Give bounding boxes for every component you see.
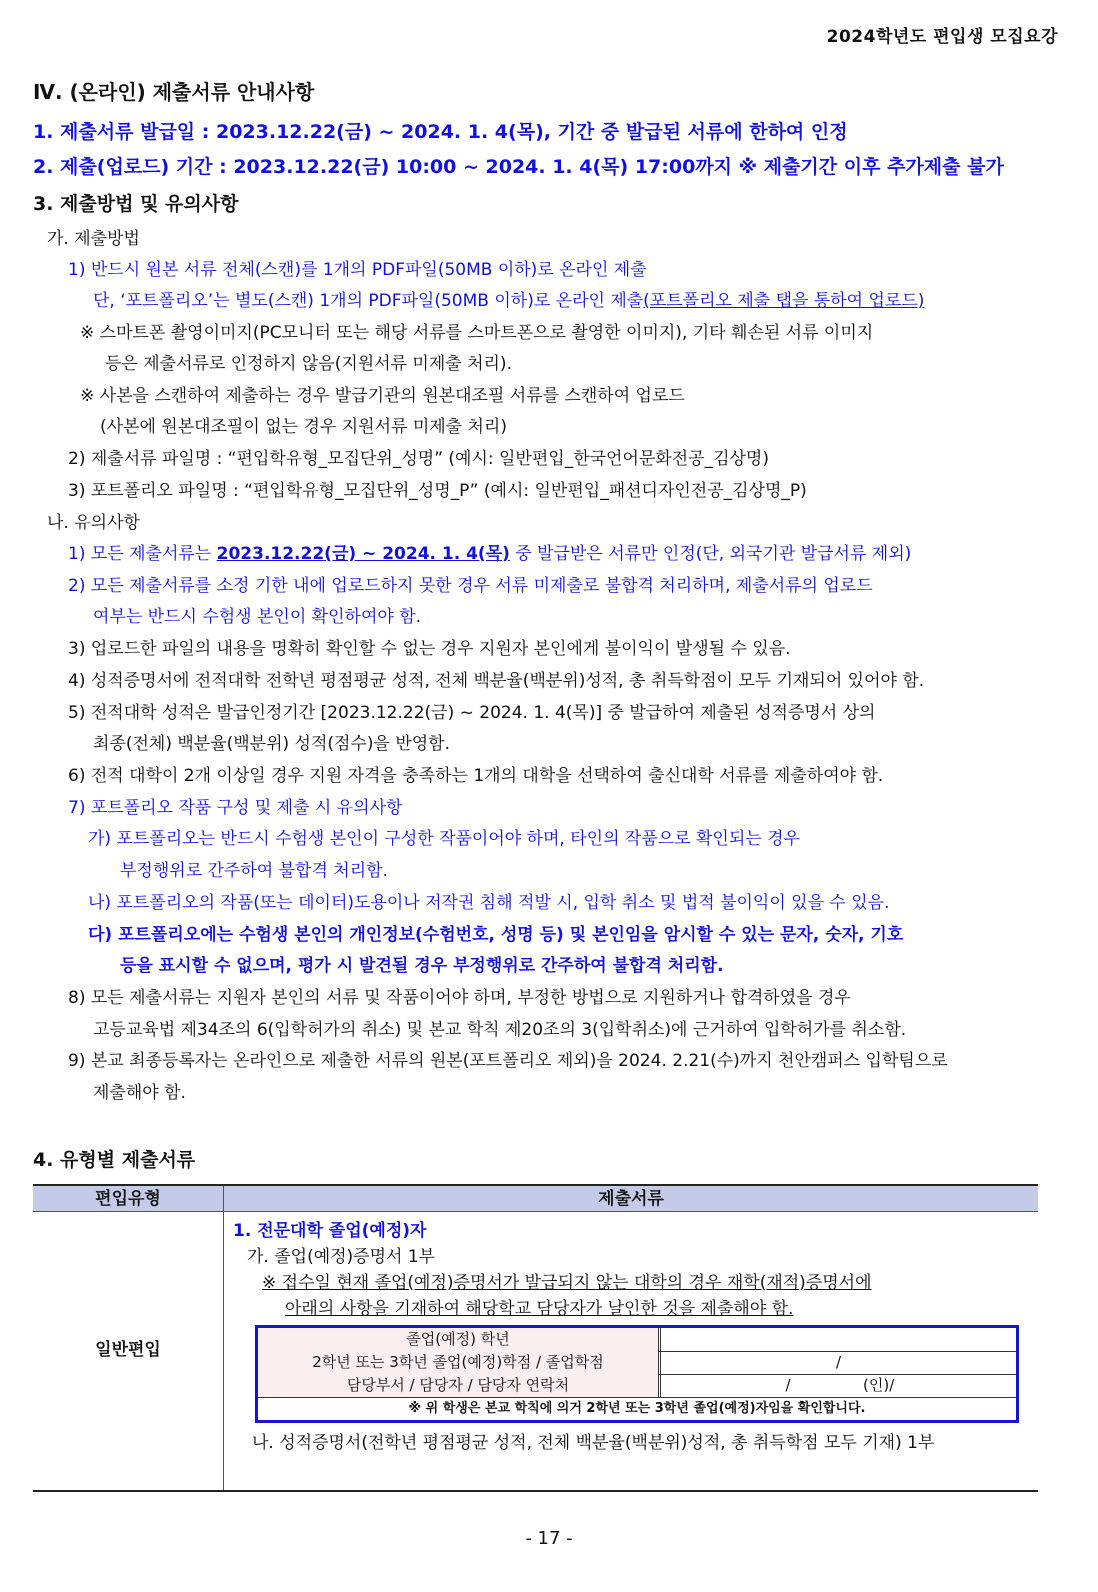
- na-line-2-a: 2) 모든 제출서류를 소정 기한 내에 업로드하지 못한 경우 서류 미제출로 불합격 처리하며, 제출서류의 업로드: [68, 576, 873, 596]
- na-line-1: [68, 542, 911, 566]
- na-line-7-da-b: 등을 표시할 수 없으며, 평가 시 발견될 경우 부정행위로 간주하여 불합격 처리함.: [120, 956, 724, 976]
- table-header-row: [33, 1186, 1038, 1212]
- box-row-3-slash: /: [785, 1376, 791, 1394]
- na-line-1-period: 2023.12.22(금) ~ 2024. 1. 4(목): [216, 544, 510, 564]
- ga-line-4: 3) 포트폴리오 파일명 : “편입학유형_모집단위_성명_P” (예시: 일반편입_패션디자인전공_김상명_P): [68, 481, 807, 501]
- ga-line-3: 2) 제출서류 파일명 : “편입학유형_모집단위_성명” (예시: 일반편입_한국언어문화전공_김상명): [68, 449, 769, 469]
- section-title: Ⅳ. (온라인) 제출서류 안내사항: [33, 80, 315, 104]
- na-line-8-b: 고등교육법 제34조의 6(입학허가의 취소) 및 본교 학칙 제20조의 3(입학취소)에 근거하여 입학허가를 취소함.: [93, 1020, 907, 1040]
- na-line-8-a: 8) 모든 제출서류는 지원자 본인의 서류 및 작품이어야 하며, 부정한 방법으로 지원하거나 합격하였을 경우: [68, 988, 851, 1008]
- na-line-7-na: 나) 포트폴리오의 작품(또는 데이터)도용이나 저작권 침해 적발 시, 입학 취소 및 법적 불이익이 있을 수 있음.: [88, 893, 890, 913]
- ga-line-2: [93, 289, 924, 313]
- box-row-2-value: /: [835, 1353, 842, 1371]
- note-1-line-b: 등은 제출서류로 인정하지 않음(지원서류 미제출 처리).: [105, 354, 512, 374]
- note-2-line-b: (사본에 원본대조필이 없는 경우 지원서류 미제출 처리): [100, 417, 507, 437]
- doc-item-ga: 가. 졸업(예정)증명서 1부: [247, 1247, 436, 1267]
- note-2-line-a: ※ 사본을 스캔하여 제출하는 경우 발급기관의 원본대조필 서류를 스캔하여 업로드: [80, 386, 685, 406]
- col-header-documents: 제출서류: [598, 1189, 664, 1209]
- na-line-4: 4) 성적증명서에 전적대학 전학년 평점평균 성적, 전체 백분율(백분위)성적, 총 취득학점이 모두 기재되어 있어야 함.: [68, 671, 925, 691]
- ga-title: 가. 제출방법: [47, 229, 140, 249]
- na-line-2-b: 여부는 반드시 수험생 본인이 확인하여야 함.: [93, 607, 422, 627]
- na-line-7-ga-b: 부정행위로 간주하여 불합격 처리함.: [120, 861, 388, 881]
- item-1-issue-date: 1. 제출서류 발급일 : 2023.12.22(금) ~ 2024. 1. 4(목), 기간 중 발급된 서류에 한하여 인정: [33, 121, 848, 143]
- na-line-7-ga-a: 가) 포트폴리오는 반드시 수험생 본인이 구성한 작품이어야 하며, 타인의 작품으로 확인되는 경우: [88, 829, 800, 849]
- na-title: 나. 유의사항: [47, 513, 140, 533]
- column-divider: [223, 1186, 224, 1490]
- na-line-9-a: 9) 본교 최종등록자는 온라인으로 제출한 서류의 원본(포트폴리오 제외)을 2024. 2.21(수)까지 천안캠퍼스 입학팀으로: [68, 1051, 948, 1071]
- na-line-7-da-a: 다) 포트폴리오에는 수험생 본인의 개인정보(수험번호, 성명 등) 및 본인임을 암시할 수 있는 문자, 숫자, 기호: [88, 925, 904, 945]
- doc-item-1: 1. 전문대학 졸업(예정)자: [233, 1221, 427, 1241]
- na-line-1-c: 중 발급받은 서류만 인정(단, 외국기관 발급서류 제외): [509, 544, 912, 564]
- doc-item-na: 나. 성적증명서(전학년 평점평균 성적, 전체 백분율(백분위)성적, 총 취득학점 모두 기재) 1부: [252, 1433, 935, 1453]
- na-line-5-a: 5) 전적대학 성적은 발급인정기간 [2023.12.22(금) ~ 2024. 1. 4(목)] 중 발급하여 제출된 성적증명서 상의: [68, 703, 876, 723]
- box-row-3-label: 담당부서 / 담당자 / 담당자 연락처: [258, 1374, 658, 1397]
- ga-line-2-text: 단, ‘포트폴리오’는 별도(스캔) 1개의 PDF파일(50MB 이하)로 온라인 제출: [93, 291, 644, 311]
- na-line-3: 3) 업로드한 파일의 내용을 명확히 확인할 수 없는 경우 지원자 본인에게 불이익이 발생될 수 있음.: [68, 639, 791, 659]
- note-1-line-a: ※ 스마트폰 촬영이미지(PC모니터 또는 해당 서류를 스마트폰으로 촬영한 이미지), 기타 훼손된 서류 이미지: [80, 323, 874, 343]
- item-4-heading: 4. 유형별 제출서류: [33, 1149, 196, 1171]
- na-line-1-a: 1) 모든 제출서류는: [68, 544, 217, 564]
- confirmation-box: [255, 1325, 1019, 1423]
- col-header-type: 편입유형: [95, 1189, 161, 1209]
- na-line-6: 6) 전적 대학이 2개 이상일 경우 지원 자격을 충족하는 1개의 대학을 선택하여 출신대학 서류를 제출하여야 함.: [68, 766, 884, 786]
- box-row-2-label: 2학년 또는 3학년 졸업(예정)학점 / 졸업학점: [258, 1351, 658, 1374]
- doc-note-a: ※ 접수일 현재 졸업(예정)증명서가 발급되지 않는 대학의 경우 재학(재적)증명서에: [262, 1273, 872, 1293]
- na-line-5-b: 최종(전체) 백분율(백분위) 성적(점수)을 반영함.: [93, 734, 451, 754]
- na-line-7: 7) 포트폴리오 작품 구성 및 제출 시 유의사항: [68, 798, 403, 818]
- document-header: 2024학년도 편입생 모집요강: [826, 27, 1058, 47]
- box-row-3-seal: (인)/: [863, 1376, 895, 1394]
- item-3-heading: 3. 제출방법 및 유의사항: [33, 193, 239, 215]
- item-2-upload-period: 2. 제출(업로드) 기간 : 2023.12.22(금) 10:00 ~ 2024. 1. 4(목) 17:00까지 ※ 제출기간 이후 추가제출 불가: [33, 156, 1004, 178]
- admission-type-cell: 일반편입: [95, 1340, 161, 1360]
- doc-note-b: 아래의 사항을 기재하여 해당학교 담당자가 날인한 것을 제출해야 함.: [285, 1299, 794, 1319]
- ga-line-1: 1) 반드시 원본 서류 전체(스캔)를 1개의 PDF파일(50MB 이하)로 온라인 제출: [68, 260, 647, 280]
- box-row-1-label: 졸업(예정) 학년: [258, 1328, 658, 1351]
- page-number: - 17 -: [525, 1528, 573, 1549]
- na-line-9-b: 제출해야 함.: [93, 1083, 186, 1103]
- box-confirmation-note: ※ 위 학생은 본교 학칙에 의거 2학년 또는 3학년 졸업(예정)자임을 확인합니다.: [408, 1401, 866, 1416]
- portfolio-tab-note: (포트폴리오 제출 탭을 통하여 업로드): [643, 291, 925, 311]
